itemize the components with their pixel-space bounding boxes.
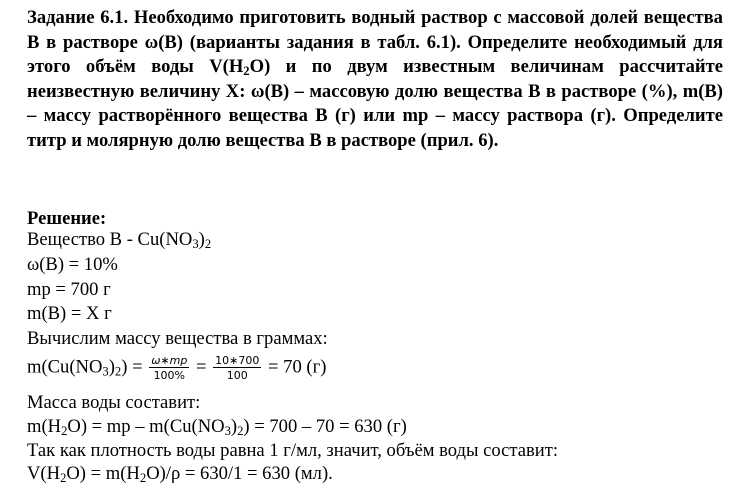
fraction-numeric-denominator: 100 <box>226 369 248 382</box>
formula-water-a: m(H <box>27 416 62 437</box>
formula-volume-line <box>27 463 333 484</box>
mass-solution-line: mр = 700 г <box>27 279 111 300</box>
task-paragraph <box>27 6 723 154</box>
formula-mass-subscript: 3 <box>102 364 109 379</box>
formula-water-d: ) = 700 – 70 = 630 (г) <box>243 416 407 437</box>
formula-mass-close: ) <box>108 356 115 378</box>
formula-water-sub: 2 <box>61 424 68 439</box>
formula-water-b: O) = mр – m(Cu(NO <box>67 416 225 437</box>
task-text-part1: Необходимо приготовить водный раствор с массовой долей вещества В в растворе ω(В) (варианты задания в табл. 6.1). Определите необходимый для этого объём воды V(H <box>27 7 723 78</box>
formula-mass-result: = 70 (г) <box>263 356 327 378</box>
formula-water-sub3: 2 <box>237 424 244 439</box>
substance-subscript-2: 2 <box>204 237 212 252</box>
mass-substance-line: m(В) = Х г <box>27 303 112 324</box>
formula-volume-sub2: 2 <box>139 471 147 486</box>
formula-mass-eq2: = <box>191 356 212 378</box>
formula-volume-a: V(H <box>27 463 61 484</box>
task-text-part2: O) и по двум известным величинам рассчитайте неизвестную величину Х: ω(В) – массовую долю вещества В в растворе (%), m(В) – массу растворённого вещества В (г) или mр – массу раствора (г). Определите титр и молярную долю вещества В в растворе (прил. 6). <box>27 56 723 151</box>
fraction-numeric <box>213 354 261 382</box>
formula-mass-left: m(Cu(NO <box>27 356 103 378</box>
calc-heading: Вычислим массу вещества в граммах: <box>27 328 328 349</box>
fraction-symbolic <box>149 354 189 382</box>
formula-mass-eq: ) = <box>121 356 148 378</box>
substance-text: Вещество В - Cu(NO <box>27 229 193 250</box>
fraction-symbolic-denominator: 100% <box>153 369 186 382</box>
substance-text-close: ) <box>198 229 205 250</box>
fraction-symbolic-numerator: ω∗mр <box>151 354 188 367</box>
formula-mass-line <box>27 354 326 382</box>
formula-volume-sub: 2 <box>60 471 67 486</box>
water-heading: Масса воды составит: <box>27 392 201 413</box>
substance-line <box>27 229 211 250</box>
formula-water-line <box>27 416 407 437</box>
formula-volume-c: O)/ρ = 630/1 = 630 (мл). <box>146 463 333 484</box>
density-line: Так как плотность воды равна 1 г/мл, значит, объём воды составит: <box>27 440 559 461</box>
fraction-numeric-numerator: 10∗700 <box>215 354 260 367</box>
formula-volume-b: O) = m(H <box>66 463 140 484</box>
formula-water-sub2: 3 <box>224 424 231 439</box>
task-label: Задание 6.1. <box>27 7 129 28</box>
omega-line: ω(В) = 10% <box>27 254 118 275</box>
formula-mass-subscript-2: 2 <box>114 364 122 379</box>
solution-heading: Решение: <box>27 208 107 229</box>
task-subscript: 2 <box>243 64 250 79</box>
substance-subscript: 3 <box>192 237 199 252</box>
formula-water-c: ) <box>230 416 238 437</box>
